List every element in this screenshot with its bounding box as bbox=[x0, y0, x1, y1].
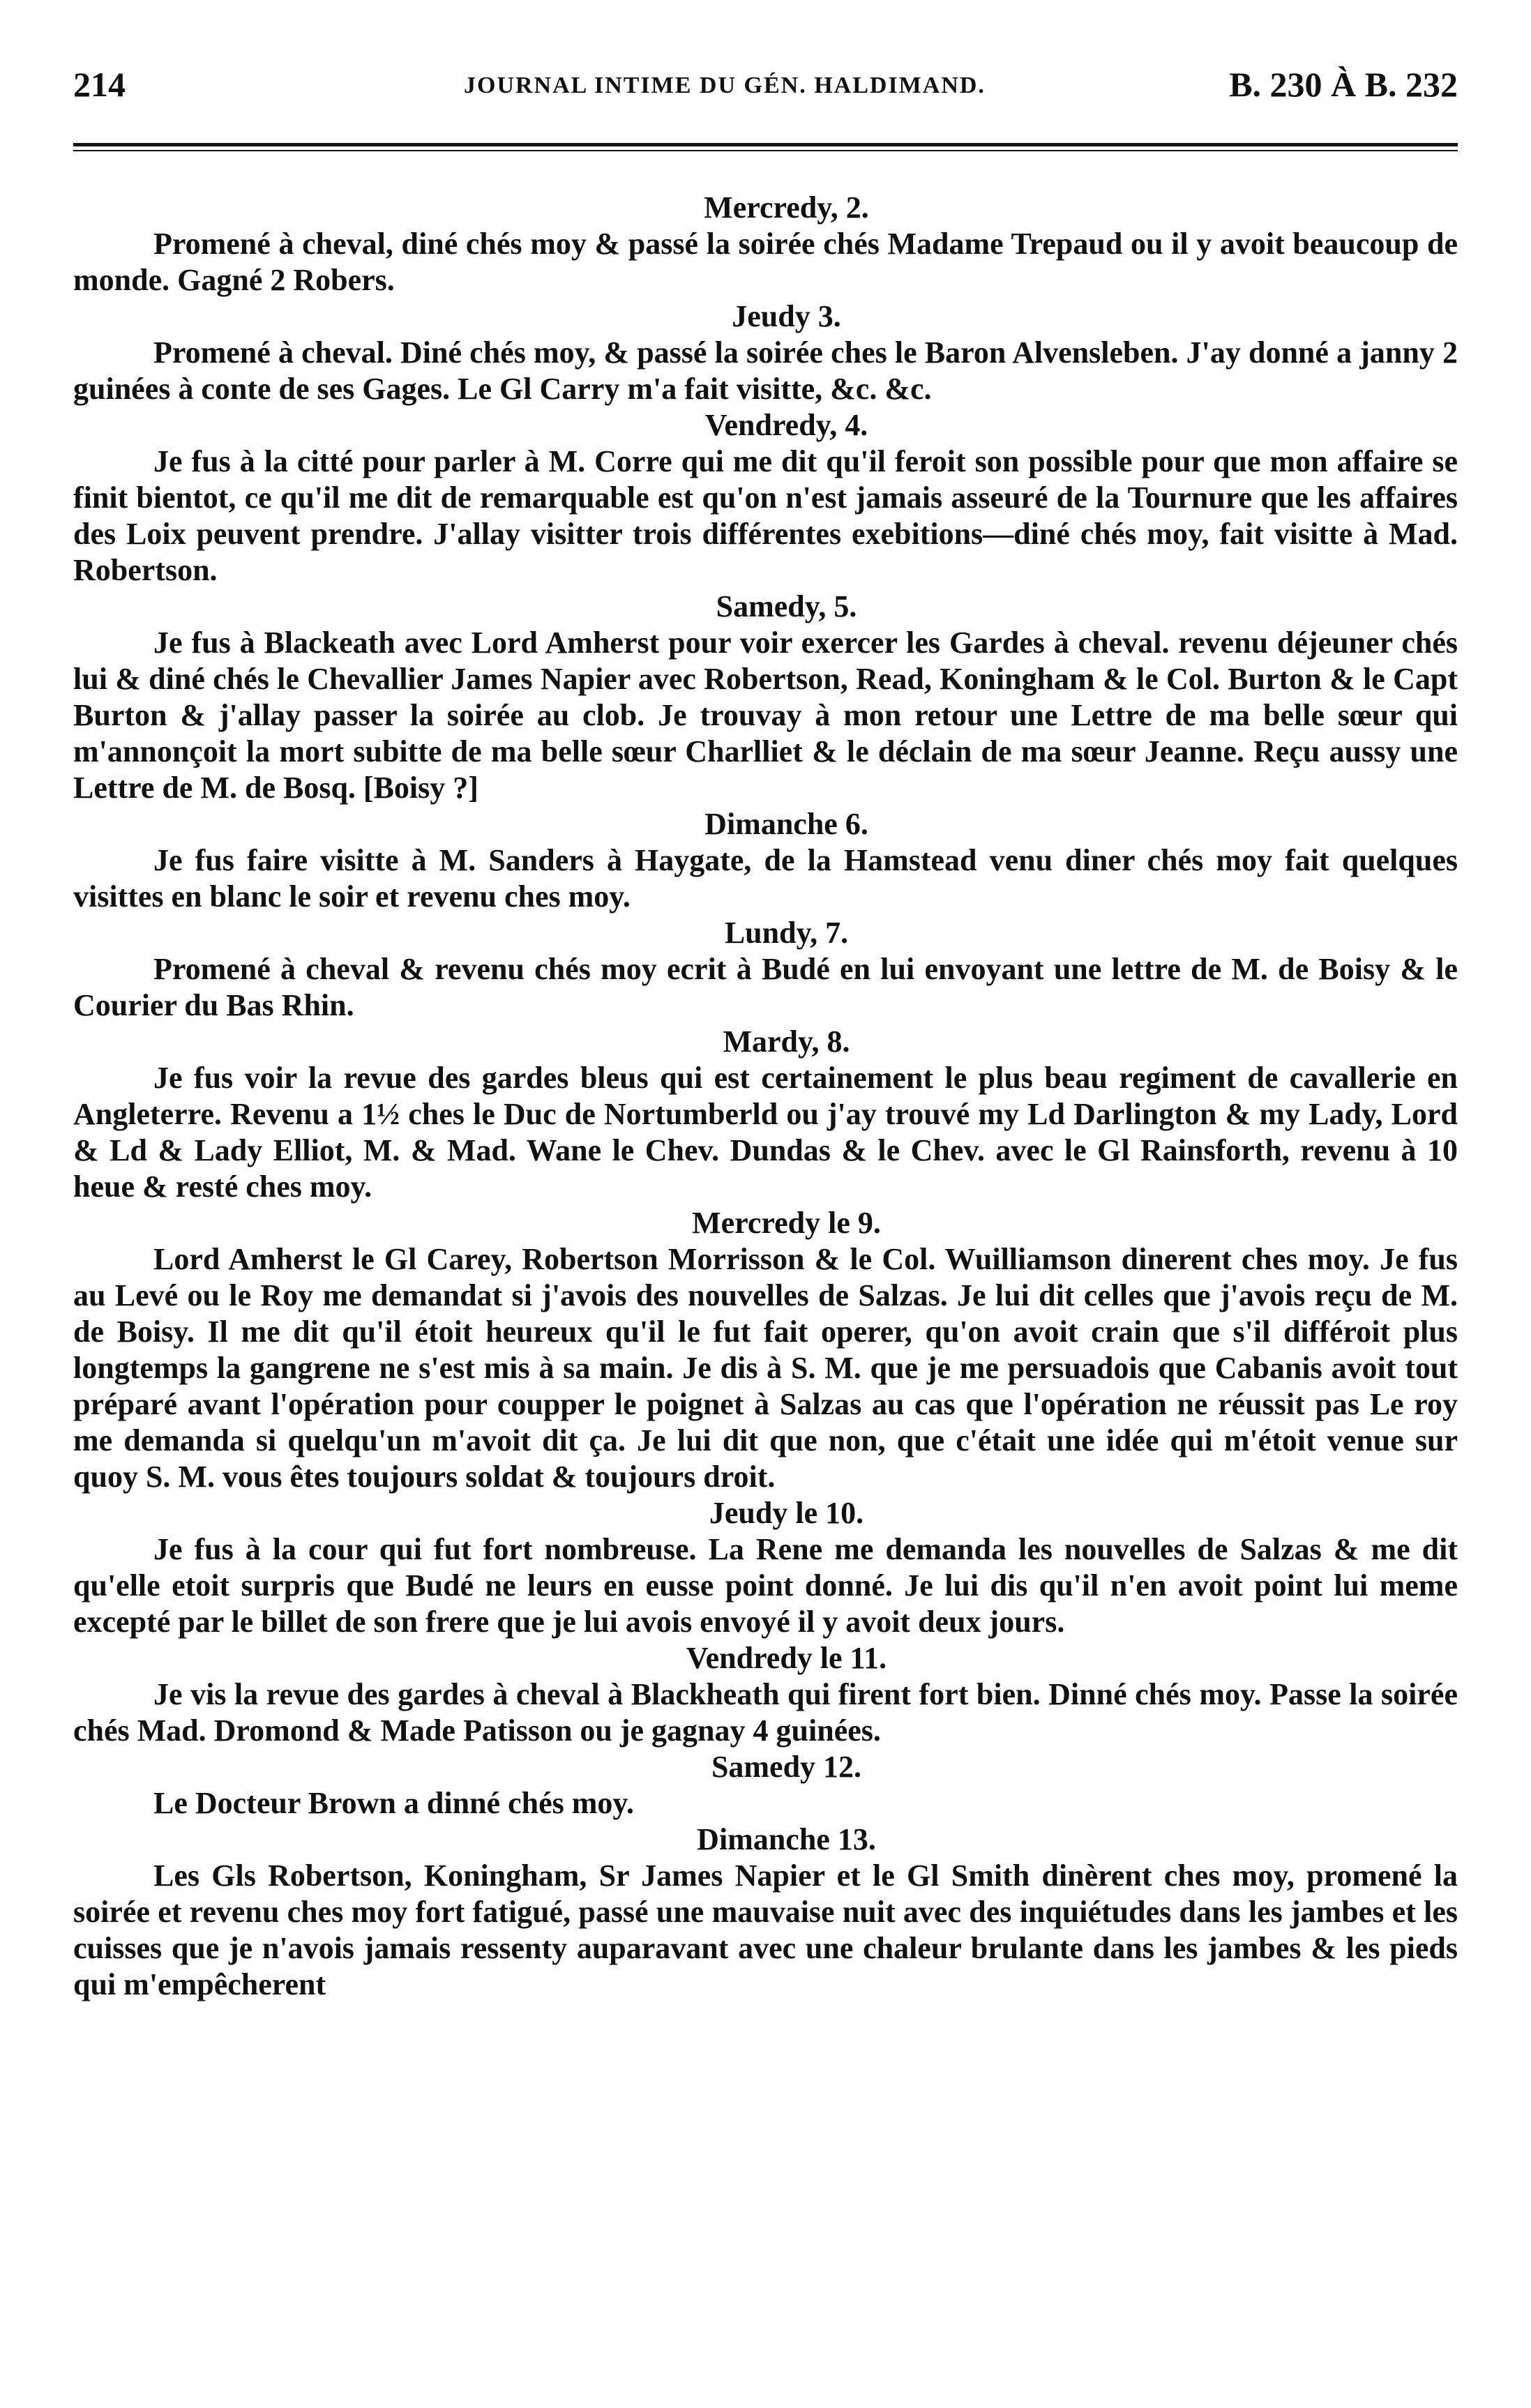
entry-text: Lord Amherst le Gl Carey, Robertson Morrisson & le Col. Wuilliamson dinerent ches moy. Je fus au Levé ou le Roy me demandat si j'avois des nouvelles de Salzas. Je lui dit celles que j'avois reçu de M. de Boisy. Il me dit qu'il étoit heureux qu'il le fut fait operer, qu'on avoit crain que s'il différoit plus longtemps la gangrene ne s'est mis à sa main. Je dis à S. M. que je me persuadois que Cabanis avoit tout préparé avant l'opération pour coupper le poignet à Salzas au cas que l'opération ne réussit pas Le roy me demanda si quelqu'un m'avoit dit ça. Je lui dit que non, que c'était une idée qui m'étoit venue sur quoy S. M. vous êtes toujours soldat & toujours droit. bbox=[73, 1242, 1458, 1494]
entry-date: Dimanche 13. bbox=[697, 1822, 876, 1856]
entry-text: Les Gls Robertson, Koningham, Sr James Napier et le Gl Smith dinèrent ches moy, promené la soirée et revenu ches moy fort fatigué, passé une mauvaise nuit avec des inquiétudes dans les jambes et les cuisses que je n'avois jamais ressenty auparavant avec une chaleur brulante dans les jambes & les pieds qui m'empêcherent bbox=[73, 1858, 1458, 2001]
header-rule-thin bbox=[73, 150, 1458, 151]
entry-text: Promené à cheval & revenu chés moy ecrit à Budé en lui envoyant une lettre de M. de Boisy & le Courier du Bas Rhin. bbox=[73, 952, 1458, 1022]
entry-date: Mercredy le 9. bbox=[692, 1206, 881, 1240]
entry-text: Je fus faire visitte à M. Sanders à Haygate, de la Hamstead venu diner chés moy fait quelques visittes en blanc le soir et revenu ches moy. bbox=[73, 843, 1458, 914]
entry-date: Vendredy, 4. bbox=[704, 408, 868, 442]
entry-date: Vendredy le 11. bbox=[686, 1641, 887, 1675]
entry-date: Samedy, 5. bbox=[716, 589, 857, 623]
journal-body bbox=[73, 190, 1458, 2003]
entry-date: Lundy, 7. bbox=[724, 916, 849, 950]
entry-text: Promené à cheval, diné chés moy & passé la soirée chés Madame Trepaud ou il y avoit beaucoup de monde. Gagné 2 Robers. bbox=[73, 227, 1458, 297]
entry-text: Je fus voir la revue des gardes bleus qui est certainement le plus beau regiment de cavallerie en Angleterre. Revenu a 1½ ches le Duc de Nortumberld ou j'ay trouvé my Ld Darlington & my Lady, Lord & Ld & Lady Elliot, M. & Mad. Wane le Chev. Dundas & le Chev. avec le Gl Rainsforth, revenu à 10 heue & resté ches moy. bbox=[73, 1061, 1458, 1204]
entry-text: Promené à cheval. Diné chés moy, & passé la soirée ches le Baron Alvensleben. J'ay donné a janny 2 guinées à conte de ses Gages. Le Gl Carry m'a fait visitte, &c. &c. bbox=[73, 335, 1458, 406]
entry-text: Je vis la revue des gardes à cheval à Blackheath qui firent fort bien. Dinné chés moy. Passe la soirée chés Mad. Dromond & Made Patisson ou je gagnay 4 guinées. bbox=[73, 1677, 1458, 1748]
record-range: B. 230 À B. 232 bbox=[1229, 65, 1458, 104]
page-number: 214 bbox=[73, 65, 126, 104]
page-header bbox=[73, 64, 1458, 113]
entry-text: Je fus à la citté pour parler à M. Corre qui me dit qu'il feroit son possible pour que mon affaire se finit bientot, ce qu'il me dit de remarquable est qu'on n'est jamais asseuré de la Tournure que les affaires des Loix peuvent prendre. J'allay visitter trois différentes exebitions—diné chés moy, fait visitte à Mad. Robertson. bbox=[73, 444, 1458, 587]
entry-date: Mercredy, 2. bbox=[704, 190, 869, 225]
entry-date: Jeudy le 10. bbox=[709, 1496, 864, 1530]
running-head: JOURNAL INTIME DU GÉN. HALDIMAND. bbox=[464, 73, 986, 98]
entry-date: Samedy 12. bbox=[711, 1750, 862, 1784]
entry-date: Jeudy 3. bbox=[732, 299, 841, 333]
entry-date: Mardy, 8. bbox=[723, 1024, 850, 1059]
entry-text: Je fus à la cour qui fut fort nombreuse. La Rene me demanda les nouvelles de Salzas & me dit qu'elle etoit surpris que Budé ne leurs en eusse point donné. Je lui dis qu'il n'en avoit point lui meme excepté par le billet de son frere que je lui avois envoyé il y avoit deux jours. bbox=[73, 1532, 1458, 1639]
entry-text: Je fus à Blackeath avec Lord Amherst pour voir exercer les Gardes à cheval. revenu déjeuner chés lui & diné chés le Chevallier James Napier avec Robertson, Read, Koningham & le Col. Burton & le Capt Burton & j'allay passer la soirée au clob. Je trouvay à mon retour une Lettre de ma belle sœur qui m'annonçoit la mort subitte de ma belle sœur Charlliet & le déclain de ma sœur Jeanne. Reçu aussy une Lettre de M. de Bosq. [Boisy ?] bbox=[73, 626, 1458, 805]
entry-date: Dimanche 6. bbox=[704, 807, 868, 841]
entry-text: Le Docteur Brown a dinné chés moy. bbox=[153, 1786, 634, 1820]
header-rule-thick bbox=[73, 143, 1458, 146]
